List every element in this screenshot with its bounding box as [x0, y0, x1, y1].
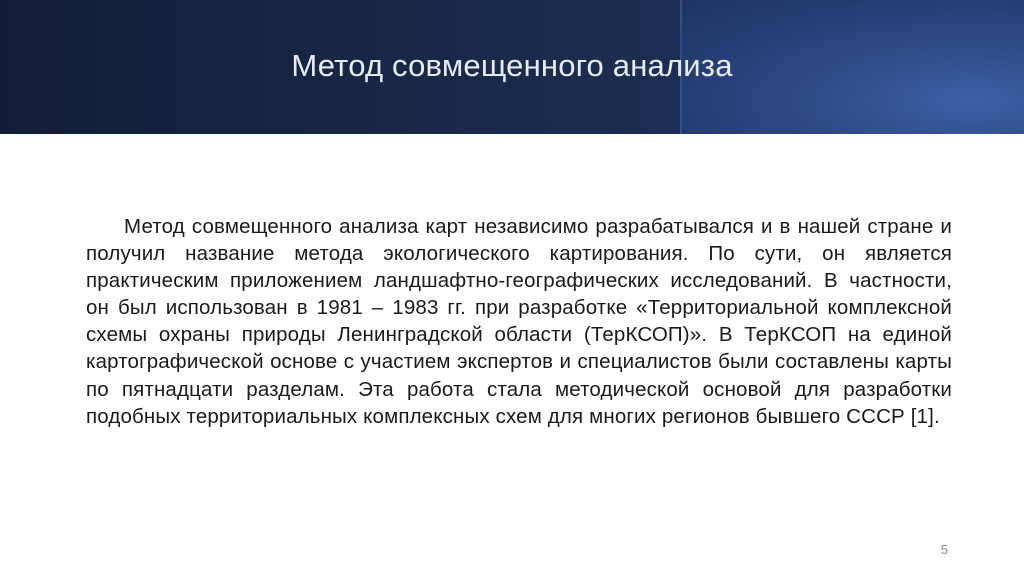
- slide-title: Метод совмещенного анализа: [291, 48, 733, 83]
- page-number: 5: [940, 542, 948, 557]
- slide-body-paragraph: Метод совмещенного анализа карт независимо разрабатывался и в нашей стране и получил название метода экологического картирования. По сути, он является практическим приложением ландшафтно-географических исследований. В частности, он был использован в 1981 – 1983 гг. при разработке «Территориальной комплексной схемы охраны природы Ленинградской области (ТерКСОП)». В ТерКСОП на единой картографической основе с участием экспертов и специалистов были составлены карты по пятнадцати разделам. Эта работа стала методической основой для разработки подобных территориальных комплексных схем для многих регионов бывшего СССР [1].: [86, 215, 952, 428]
- title-banner: [0, 0, 1024, 134]
